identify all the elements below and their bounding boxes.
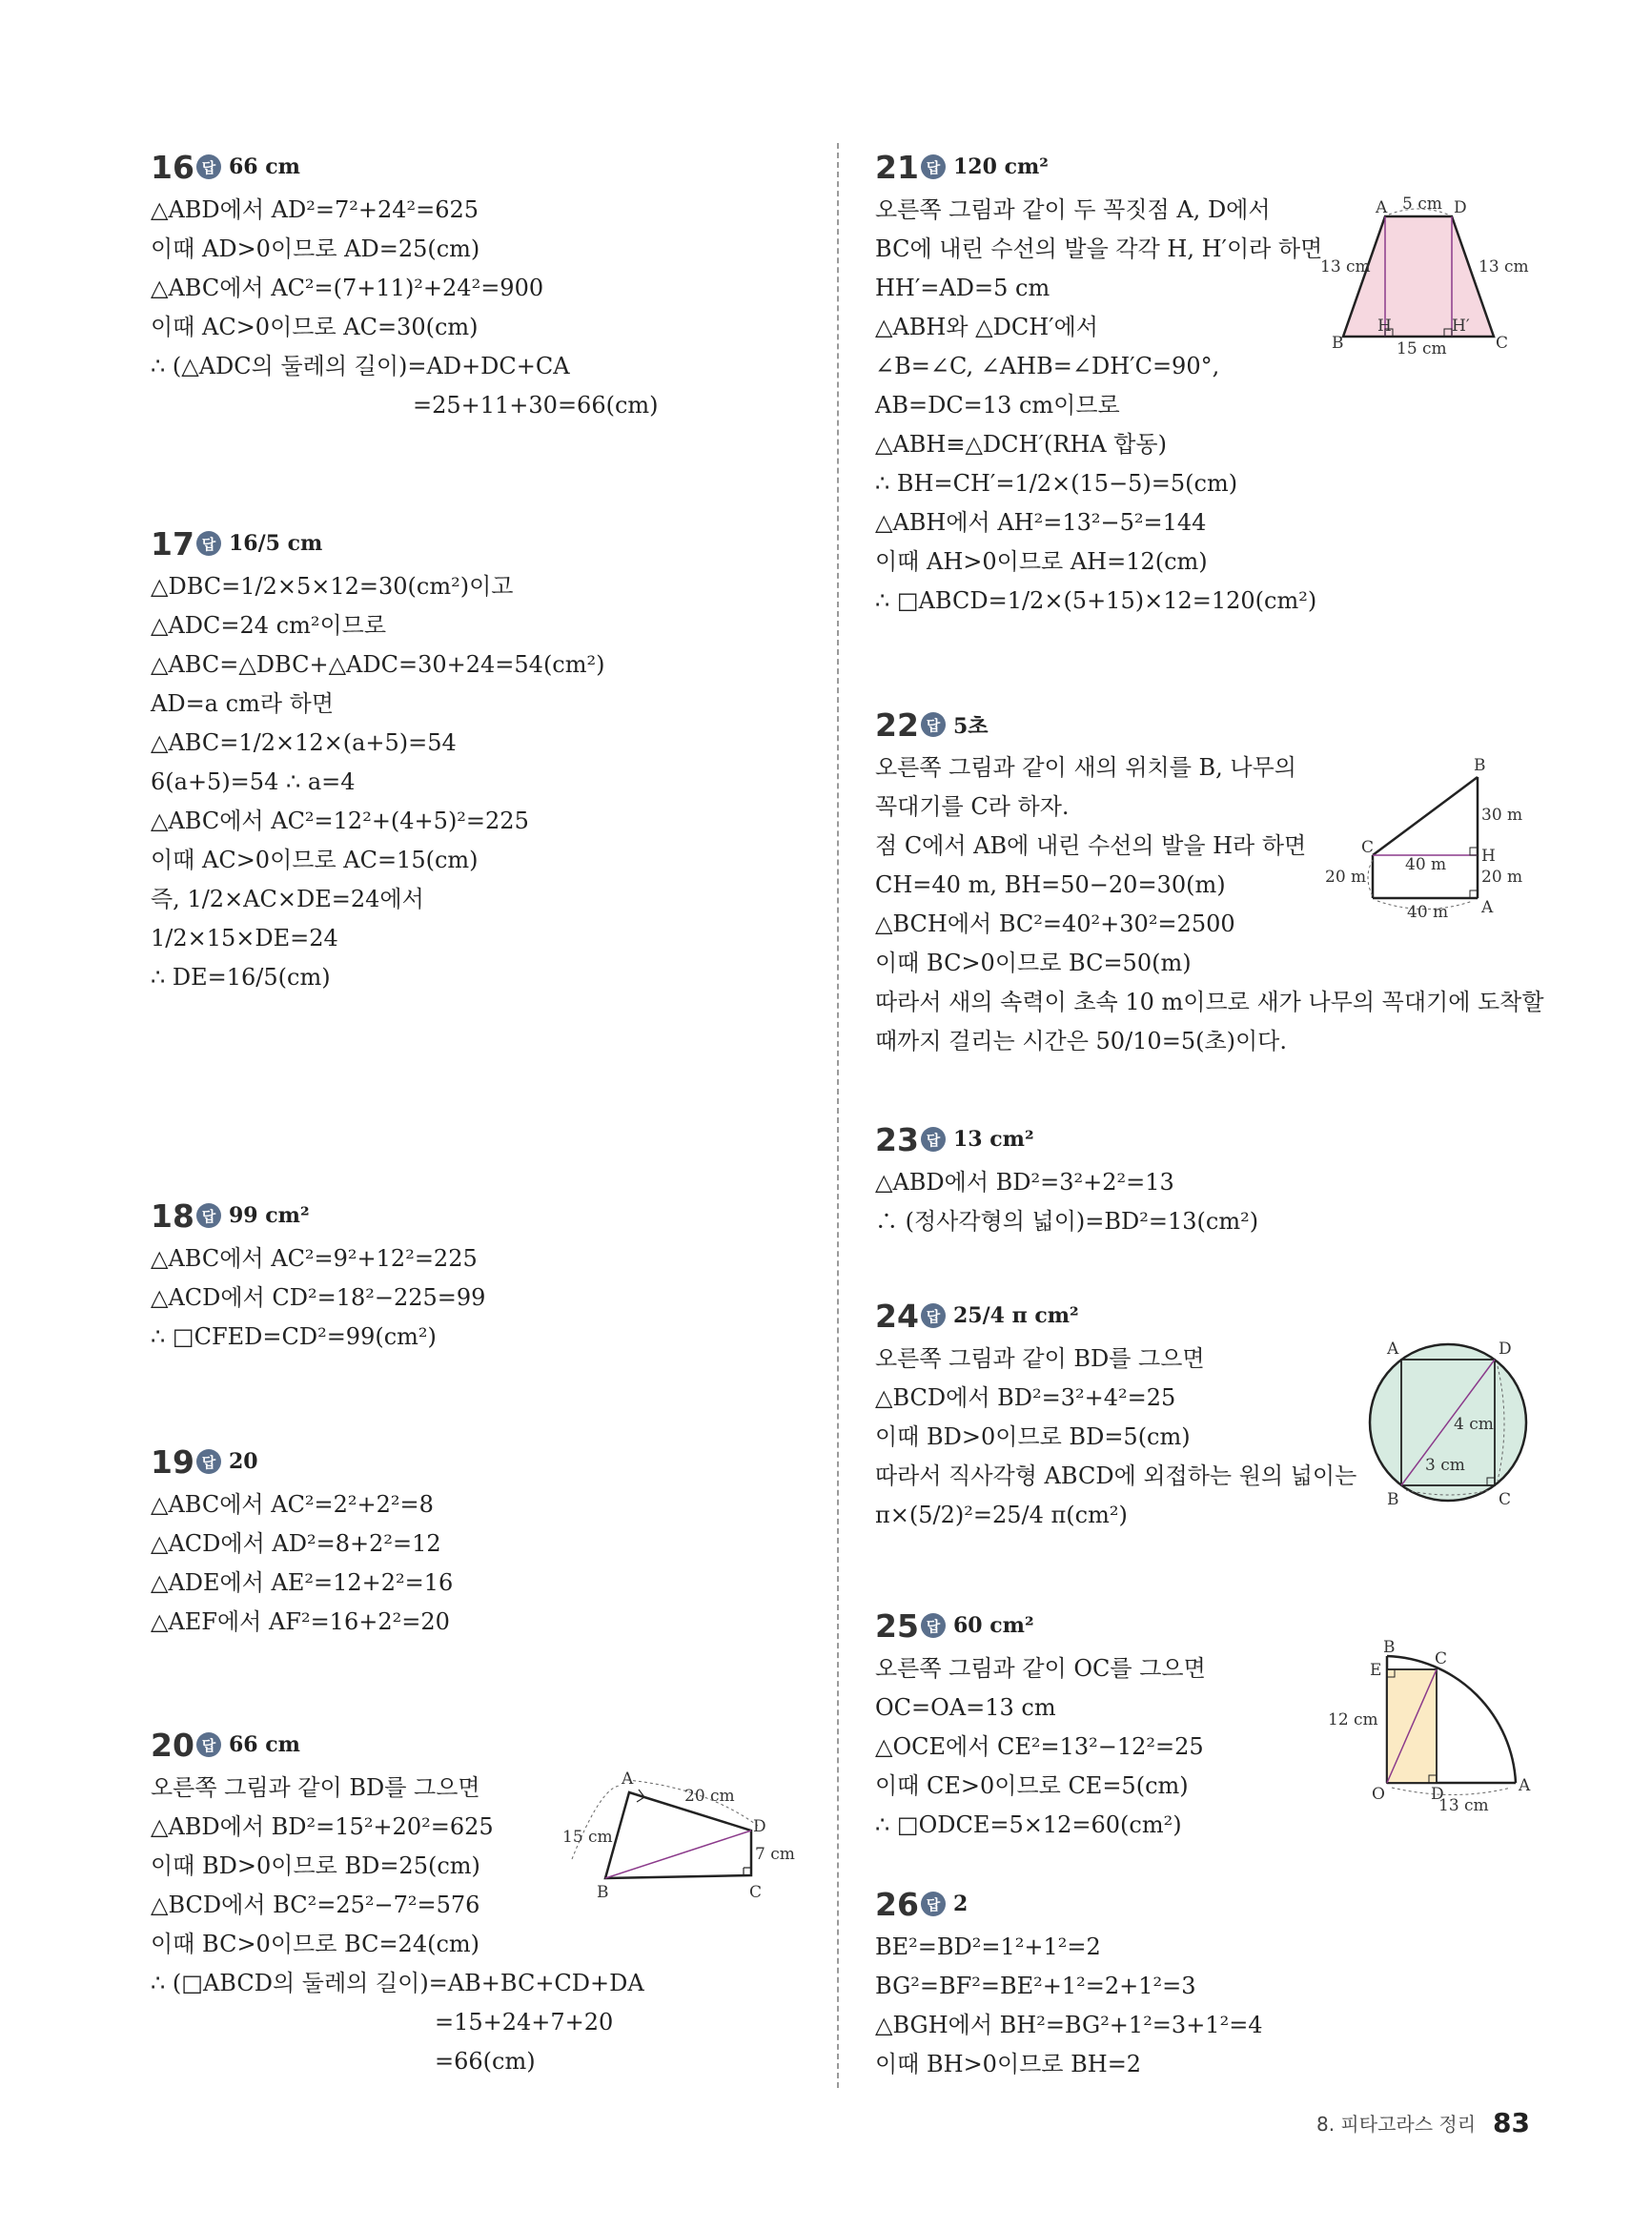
figure-21-trapezoid — [1320, 195, 1549, 362]
solution-line: △ABC=1/2×12×(a+5)=54 — [151, 729, 457, 756]
solution-line: 6(a+5)=54 ∴ a=4 — [151, 768, 356, 795]
fig25-label-a: A — [1519, 1776, 1531, 1795]
solution-line: ∴ (□ABCD의 둘레의 길이)=AB+BC+CD+DA — [151, 1970, 644, 1996]
solution-line: △ABH에서 AH²=13²−5²=144 — [875, 509, 1207, 536]
solution-line: 따라서 새의 속력이 초속 10 m이므로 새가 나무의 꼭대기에 도착할 — [875, 989, 1544, 1015]
fig20-label-b: B — [597, 1883, 609, 1902]
solution-line: 오른쪽 그림과 같이 BD를 그으면 — [151, 1774, 480, 1801]
fig25-label-c: C — [1435, 1649, 1448, 1668]
fig24-label-d: D — [1499, 1340, 1512, 1359]
answer-badge-icon: 답 — [196, 1203, 221, 1228]
problem-23 — [875, 1115, 1542, 1241]
solution-line: △ABC에서 AC²=12²+(4+5)²=225 — [151, 808, 529, 834]
fig22-label-c: C — [1361, 838, 1375, 857]
solution-line: 따라서 직사각형 ABCD에 외접하는 원의 넓이는 — [875, 1463, 1357, 1489]
fig25-label-e: E — [1370, 1661, 1382, 1680]
solution-line: 이때 AC>0이므로 AC=15(cm) — [151, 847, 479, 873]
solution-line: 이때 BC>0이므로 BC=24(cm) — [151, 1931, 480, 1957]
problem-26 — [875, 1880, 1542, 2084]
solution-line: =66(cm) — [435, 2048, 536, 2075]
solution-line: =15+24+7+20 — [435, 2009, 614, 2036]
problem-number: 21 — [875, 148, 919, 186]
problem-number: 25 — [875, 1606, 919, 1645]
solution-line: △AEF에서 AF²=16+2²=20 — [151, 1608, 450, 1635]
figure-22-bird-tree — [1325, 753, 1544, 925]
fig25-label-o: O — [1372, 1785, 1385, 1804]
solution-line: 이때 BD>0이므로 BD=5(cm) — [875, 1423, 1191, 1450]
fig21-label-d: D — [1454, 198, 1467, 217]
solution-line: △DBC=1/2×5×12=30(cm²)이고 — [151, 573, 514, 600]
solution-line: ∴ □CFED=CD²=99(cm²) — [151, 1323, 437, 1350]
solution-line: ∴ (정사각형의 넓이)=BD²=13(cm²) — [875, 1208, 1259, 1235]
answer-badge-icon: 답 — [921, 712, 946, 737]
fig24-label-b: B — [1387, 1490, 1399, 1509]
solution-line: 점 C에서 AB에 내린 수선의 발을 H라 하면 — [875, 832, 1307, 859]
fig24-label-c: C — [1499, 1490, 1512, 1509]
solution-line: 때까지 걸리는 시간은 50/10=5(초)이다. — [875, 1028, 1287, 1054]
chapter-title: 8. 피타고라스 정리 — [1315, 2113, 1477, 2136]
fig21-length-bottom: 15 cm — [1397, 339, 1447, 358]
problem-19 — [151, 1438, 818, 1642]
problem-16 — [151, 143, 818, 425]
fig24-label-a: A — [1387, 1340, 1399, 1359]
fig22-length-ha: 20 m — [1481, 868, 1523, 887]
fig21-label-b: B — [1332, 334, 1344, 353]
solution-line: BE²=BD²=1²+1²=2 — [875, 1933, 1101, 1960]
solution-line: AD=a cm라 하면 — [151, 690, 335, 717]
answer-badge-icon: 답 — [196, 1449, 221, 1474]
answer-badge-icon: 답 — [921, 1127, 946, 1152]
problem-answer: 13 cm² — [953, 1127, 1034, 1152]
fig25-length-oe: 12 cm — [1328, 1710, 1378, 1729]
solution-line: △ADE에서 AE²=12+2²=16 — [151, 1569, 454, 1596]
solution-line: BG²=BF²=BE²+1²=2+1²=3 — [875, 1973, 1196, 1999]
problem-answer: 66 cm — [229, 1732, 300, 1757]
answer-badge-icon: 답 — [921, 154, 946, 179]
fig21-label-a: A — [1376, 198, 1388, 217]
fig20-length-dc: 7 cm — [755, 1845, 795, 1864]
solution-line: △ABD에서 AD²=7²+24²=625 — [151, 196, 479, 223]
solution-line: △ABC에서 AC²=9²+12²=225 — [151, 1245, 478, 1272]
solution-line: △OCE에서 CE²=13²−12²=25 — [875, 1733, 1204, 1760]
fig20-length-ad: 20 cm — [684, 1787, 735, 1806]
solution-line: △ACD에서 CD²=18²−225=99 — [151, 1284, 486, 1311]
solution-line: △ABD에서 BD²=3²+2²=13 — [875, 1169, 1174, 1196]
answer-badge-icon: 답 — [196, 531, 221, 556]
answer-badge-icon: 답 — [196, 1732, 221, 1757]
fig21-label-h-prime: H′ — [1452, 317, 1470, 336]
fig21-length-left: 13 cm — [1320, 257, 1371, 276]
solution-line: ∴ □ABCD=1/2×(5+15)×12=120(cm²) — [875, 587, 1317, 614]
solution-line: △BCD에서 BC²=25²−7²=576 — [151, 1892, 480, 1918]
problem-answer: 20 — [229, 1449, 258, 1474]
problem-header — [875, 1115, 1542, 1163]
fig24-length-bc: 3 cm — [1425, 1456, 1465, 1475]
answer-badge-icon: 답 — [921, 1892, 946, 1916]
problem-answer: 25/4 π cm² — [953, 1303, 1079, 1328]
fig22-length-bh: 30 m — [1481, 806, 1523, 825]
fig21-length-top: 5 cm — [1402, 195, 1442, 214]
solution-line: 오른쪽 그림과 같이 OC를 그으면 — [875, 1655, 1206, 1682]
problem-header — [151, 1192, 818, 1239]
problem-answer: 2 — [953, 1892, 969, 1916]
solution-line: 즉, 1/2×AC×DE=24에서 — [151, 886, 424, 912]
solution-line: △ABH≡△DCH′(RHA 합동) — [875, 431, 1167, 458]
fig25-label-b: B — [1383, 1638, 1396, 1657]
fig21-length-right: 13 cm — [1479, 257, 1529, 276]
problem-answer: 120 cm² — [953, 154, 1049, 179]
page-number: 83 — [1493, 2107, 1530, 2138]
problem-number: 22 — [875, 706, 919, 744]
fig22-length-left: 20 m — [1325, 868, 1367, 887]
solution-line: △ABC에서 AC²=(7+11)²+24²=900 — [151, 275, 544, 301]
solution-line: HH′=AD=5 cm — [875, 275, 1050, 301]
fig21-label-h: H — [1377, 317, 1392, 336]
answer-badge-icon: 답 — [921, 1303, 946, 1328]
solution-line: 오른쪽 그림과 같이 새의 위치를 B, 나무의 — [875, 754, 1296, 781]
solution-line: ∴ (△ADC의 둘레의 길이)=AD+DC+CA — [151, 353, 570, 379]
solution-line: 꼭대기를 C라 하자. — [875, 793, 1070, 820]
solution-line: △BCH에서 BC²=40²+30²=2500 — [875, 910, 1235, 937]
solution-line: 이때 AC>0이므로 AC=30(cm) — [151, 314, 479, 340]
solution-line: ∠B=∠C, ∠AHB=∠DH′C=90°, — [875, 353, 1220, 379]
solution-line: ∴ DE=16/5(cm) — [151, 964, 331, 991]
problem-18 — [151, 1192, 818, 1357]
fig20-label-a: A — [622, 1770, 634, 1789]
solution-line: △ABC=△DBC+△ADC=30+24=54(cm²) — [151, 651, 605, 678]
problem-header — [151, 143, 818, 191]
problem-number: 24 — [875, 1297, 919, 1335]
fig20-label-d: D — [753, 1817, 766, 1836]
solution-line: CH=40 m, BH=50−20=30(m) — [875, 871, 1226, 898]
problem-answer: 16/5 cm — [229, 531, 323, 556]
solution-line: 이때 CE>0이므로 CE=5(cm) — [875, 1772, 1189, 1799]
problem-number: 20 — [151, 1726, 194, 1764]
fig22-length-ch: 40 m — [1405, 855, 1447, 874]
solution-line: OC=OA=13 cm — [875, 1694, 1056, 1721]
fig20-length-ab: 15 cm — [562, 1828, 613, 1847]
solution-line: π×(5/2)²=25/4 π(cm²) — [875, 1502, 1128, 1528]
solution-line: BC에 내린 수선의 발을 각각 H, H′이라 하면 — [875, 235, 1323, 262]
fig22-label-b: B — [1474, 756, 1486, 775]
solution-line: 이때 AD>0이므로 AD=25(cm) — [151, 235, 480, 262]
solution-line: △ABD에서 BD²=15²+20²=625 — [151, 1813, 494, 1840]
problem-header — [875, 1880, 1542, 1928]
problem-number: 16 — [151, 148, 194, 186]
solution-line: △ACD에서 AD²=8+2²=12 — [151, 1530, 441, 1557]
fig22-label-h: H — [1481, 847, 1496, 866]
problem-number: 19 — [151, 1442, 194, 1481]
problem-answer: 99 cm² — [229, 1203, 310, 1228]
answer-badge-icon: 답 — [921, 1613, 946, 1638]
problem-answer: 60 cm² — [953, 1613, 1034, 1638]
solution-line: 이때 BD>0이므로 BD=25(cm) — [151, 1852, 480, 1879]
page-footer — [1316, 2107, 1530, 2138]
column-divider — [837, 143, 839, 2088]
fig20-label-c: C — [749, 1883, 763, 1902]
solution-line: ∴ BH=CH′=1/2×(15−5)=5(cm) — [875, 470, 1238, 497]
solution-line: △BCD에서 BD²=3²+4²=25 — [875, 1384, 1176, 1411]
solution-line: 이때 BC>0이므로 BC=50(m) — [875, 950, 1192, 976]
fig25-label-d: D — [1431, 1785, 1444, 1804]
solution-line: △BGH에서 BH²=BG²+1²=3+1²=4 — [875, 2012, 1263, 2038]
problem-17 — [151, 520, 818, 997]
solution-line: △ADC=24 cm²이므로 — [151, 612, 387, 639]
solution-line: 오른쪽 그림과 같이 두 꼭짓점 A, D에서 — [875, 196, 1271, 223]
fig22-length-bottom: 40 m — [1407, 903, 1449, 922]
solution-line: AB=DC=13 cm이므로 — [875, 392, 1120, 419]
problem-header — [875, 701, 1542, 748]
problem-header — [151, 1438, 818, 1485]
problem-number: 23 — [875, 1120, 919, 1158]
solution-line: 1/2×15×DE=24 — [151, 925, 338, 951]
solution-line: =25+11+30=66(cm) — [413, 392, 659, 419]
problem-number: 17 — [151, 524, 194, 563]
problem-number: 18 — [151, 1197, 194, 1235]
solution-line: 이때 BH>0이므로 BH=2 — [875, 2051, 1142, 2077]
problem-header — [151, 1721, 818, 1769]
problem-header — [151, 520, 818, 567]
fig24-length-dc: 4 cm — [1454, 1415, 1494, 1434]
figure-20-quadrilateral — [562, 1769, 810, 1912]
solution-line: 오른쪽 그림과 같이 BD를 그으면 — [875, 1345, 1205, 1372]
fig21-label-c: C — [1496, 334, 1509, 353]
figure-25-quarter-circle — [1320, 1635, 1540, 1811]
figure-24-circle — [1358, 1333, 1540, 1514]
solution-line: △ABC에서 AC²=2²+2²=8 — [151, 1491, 434, 1518]
fig22-label-a: A — [1481, 898, 1494, 917]
problem-answer: 5초 — [953, 713, 989, 739]
solution-line: 이때 AH>0이므로 AH=12(cm) — [875, 548, 1208, 575]
answer-badge-icon: 답 — [196, 154, 221, 179]
solution-line: ∴ □ODCE=5×12=60(cm²) — [875, 1811, 1182, 1838]
solution-line: △ABH와 △DCH′에서 — [875, 314, 1098, 340]
problem-header — [875, 143, 1542, 191]
fig25-length-oa: 13 cm — [1438, 1796, 1489, 1811]
problem-number: 26 — [875, 1885, 919, 1923]
problem-answer: 66 cm — [229, 154, 300, 179]
